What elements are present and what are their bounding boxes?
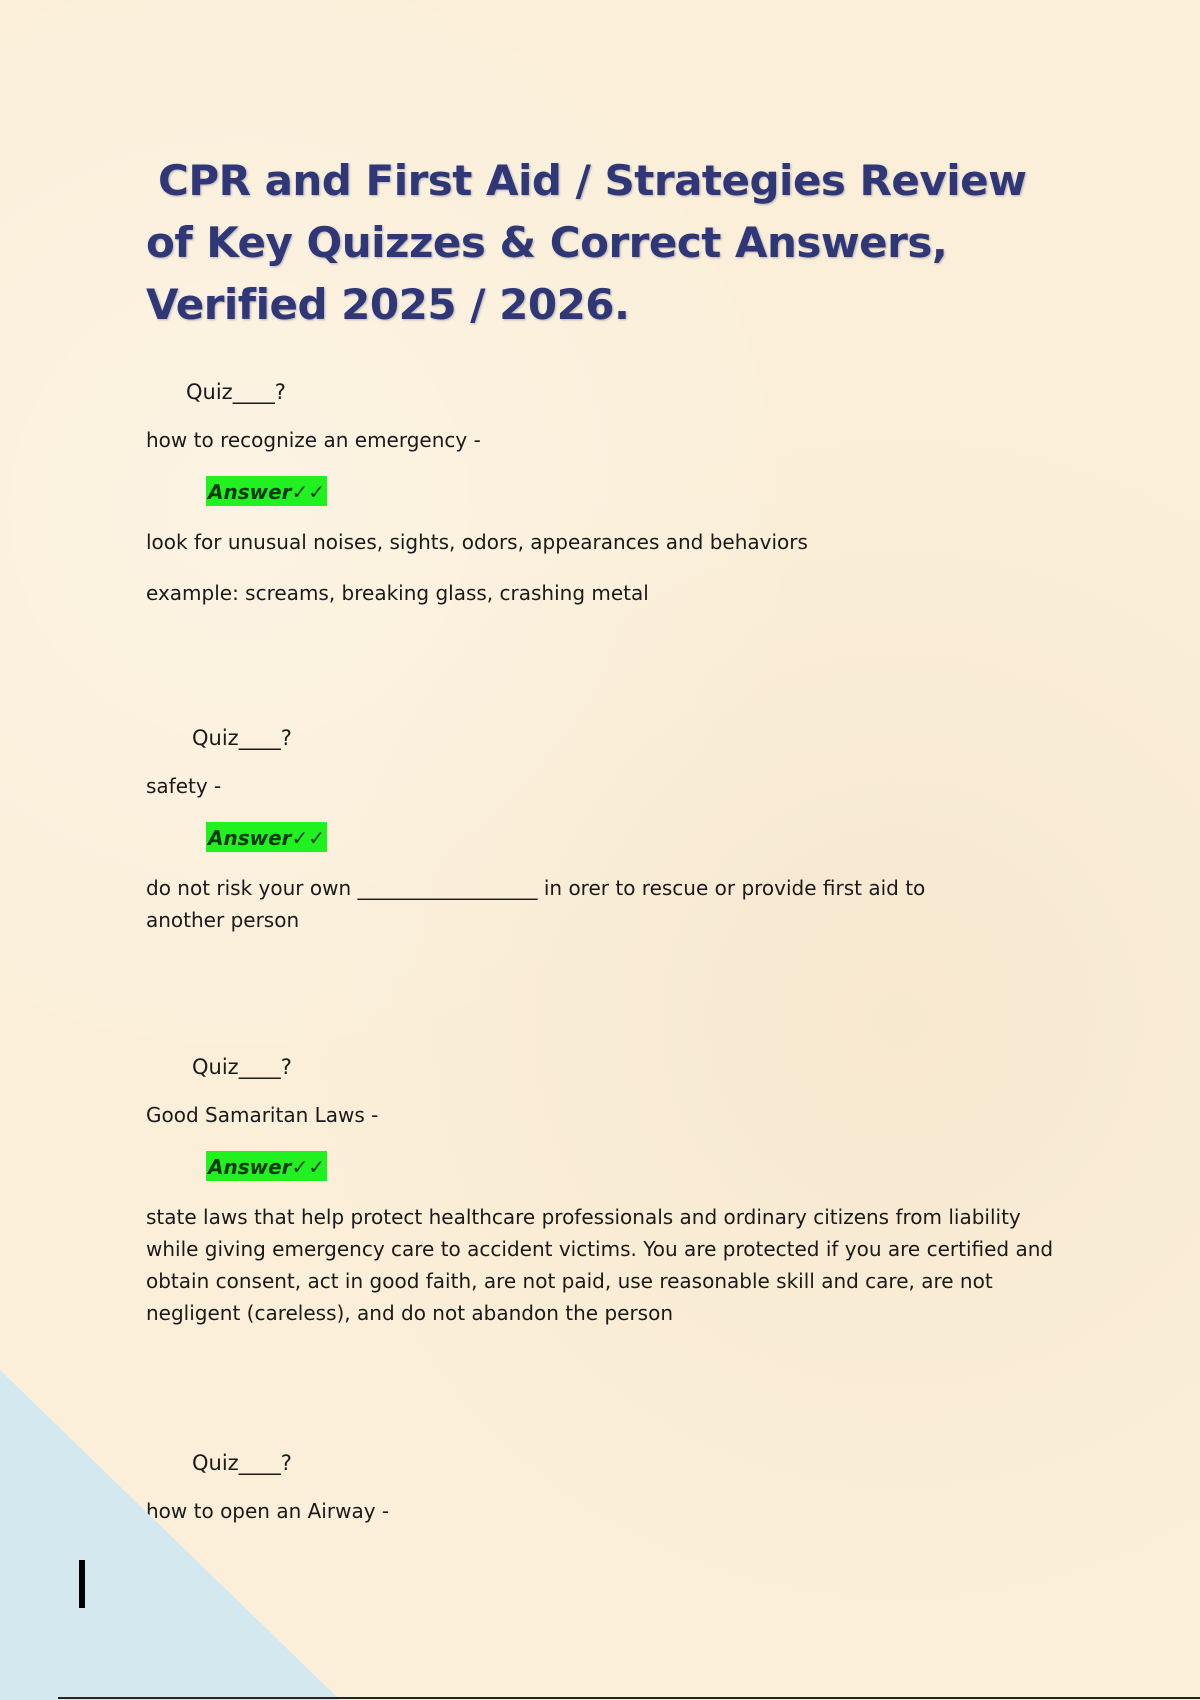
- answer-badge: [206, 822, 327, 852]
- corner-decoration: [0, 1370, 340, 1700]
- document-title: [146, 150, 1046, 336]
- answer-text: [146, 872, 986, 955]
- answer-text: [146, 1201, 1066, 1348]
- question-text: how to recognize an emergency -: [146, 428, 481, 452]
- question-text: how to open an Airway -: [146, 1499, 390, 1523]
- checkmark-icon: ✓✓: [291, 1155, 326, 1179]
- answer-line: look for unusual noises, sights, odors, appearances and behaviors: [146, 530, 808, 554]
- title-line-1: CPR and First Aid / Strategies Review: [158, 156, 1027, 205]
- checkmark-icon: ✓✓: [291, 480, 326, 504]
- question-text: Good Samaritan Laws -: [146, 1103, 379, 1127]
- quiz-label: Quiz____?: [192, 1055, 292, 1079]
- quiz-label: Quiz____?: [192, 1451, 292, 1475]
- title-line-3: Verified 2025 / 2026.: [146, 280, 630, 329]
- answer-badge: [206, 1151, 327, 1181]
- answer-label: Answer: [208, 1155, 292, 1179]
- answer-line: example: screams, breaking glass, crashing metal: [146, 581, 649, 605]
- answer-label: Answer: [208, 826, 292, 850]
- quiz-label: Quiz____?: [192, 726, 292, 750]
- page-bottom-rule: [58, 1697, 1200, 1699]
- answer-label: Answer: [208, 480, 292, 504]
- question-text: safety -: [146, 774, 222, 798]
- answer-text: [146, 526, 1106, 628]
- answer-line: state laws that help protect healthcare professionals and ordinary citizens from liability while giving emergency care to accident victims. You are protected if you are certified and obtain consent, act in good faith, are not paid, use reasonable skill and care, are not negligent (careless), and do not abandon the person: [146, 1205, 1054, 1325]
- quiz-label: Quiz____?: [186, 380, 286, 404]
- answer-badge: [206, 476, 327, 506]
- answer-line: do not risk your own __________________ in orer to rescue or provide first aid to another person: [146, 876, 926, 932]
- checkmark-icon: ✓✓: [291, 826, 326, 850]
- text-cursor-icon: [79, 1560, 85, 1608]
- title-line-2: of Key Quizzes & Correct Answers,: [146, 218, 948, 267]
